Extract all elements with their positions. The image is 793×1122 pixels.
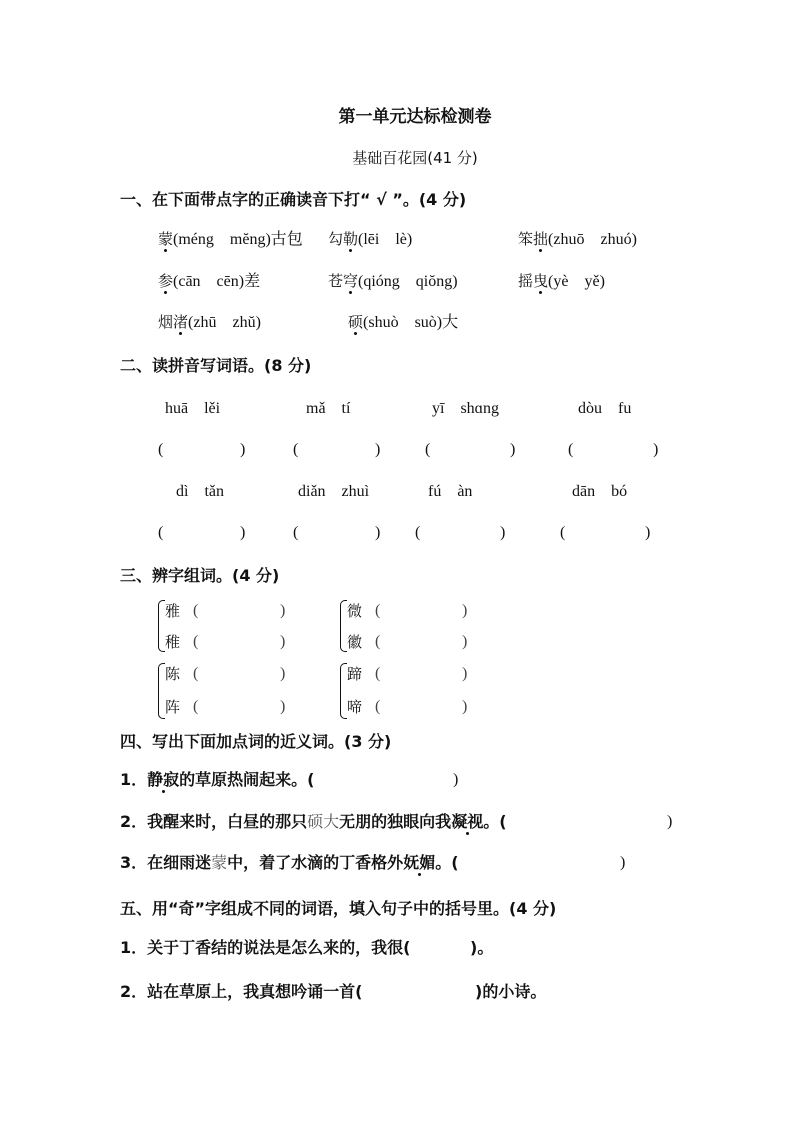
pinyin-options: (méng mĕng)古包 [173, 231, 303, 248]
answer-blank-close: ) [620, 854, 626, 871]
char: 陈 [165, 665, 181, 683]
pinyin-prompt: dān bó [572, 483, 628, 500]
question-number: 2． [120, 982, 148, 1001]
answer-blank-close: ) [462, 698, 468, 715]
answer-blank-close: ) [667, 813, 673, 830]
question-number: 3． [120, 853, 148, 872]
dotted-char: 穹 [343, 272, 359, 290]
answer-blank-close: )的小诗。 [475, 982, 547, 1001]
question-item [120, 853, 459, 873]
dotted-word: 凝视 [451, 812, 484, 831]
answer-blank-open[interactable]: ( [193, 698, 199, 715]
brace-icon [340, 600, 347, 652]
answer-blank-close: ) [280, 665, 286, 682]
page-title: 第一单元达标检测卷 [338, 107, 492, 127]
char: 徽 [347, 633, 363, 651]
section-2-heading: 二、读拼音写词语。(8 分) [120, 356, 312, 375]
pinyin-options: (yè yě) [548, 273, 605, 290]
dotted-word: 静寂 [147, 770, 180, 789]
brace-icon [158, 600, 165, 652]
answer-blank-close: ) [375, 441, 381, 458]
char: 阵 [165, 698, 181, 716]
pronunciation-item [158, 312, 261, 333]
dotted-char: 硕 [348, 313, 364, 331]
pinyin-prompt: yī shɑng [432, 400, 500, 417]
answer-blank-close: )。 [470, 938, 494, 957]
pronunciation-item [328, 271, 458, 292]
question-number: 2． [120, 812, 148, 831]
section-4-heading: 四、写出下面加点词的近义词。(3 分) [120, 732, 392, 751]
question-text: 硕大 [307, 812, 340, 831]
answer-blank-open[interactable]: ( [375, 698, 381, 715]
dotted-char: 拙 [533, 230, 549, 248]
pinyin-options: (qióng qiŏng) [358, 273, 458, 290]
question-text: 。( [435, 853, 459, 872]
char: 雅 [165, 602, 181, 620]
question-text: 站在草原上，我真想吟诵一首( [147, 982, 363, 1001]
brace-icon [158, 663, 165, 719]
question-item [120, 938, 410, 958]
word-text: 苍 [328, 272, 344, 290]
question-text: 无朋的独眼向我 [339, 812, 452, 831]
dotted-char: 勒 [343, 230, 359, 248]
pinyin-prompt: mǎ tí [306, 400, 351, 417]
pinyin-prompt: dì tǎn [176, 483, 224, 500]
question-text: 我醒来时，白昼的那只 [147, 812, 308, 831]
answer-blank-close: ) [462, 602, 468, 619]
pronunciation-item [158, 271, 260, 292]
answer-blank-open[interactable]: ( [568, 441, 574, 458]
answer-blank-close: ) [375, 524, 381, 541]
dotted-char: 参 [158, 272, 174, 290]
pronunciation-item [348, 312, 458, 333]
answer-blank-open[interactable]: ( [560, 524, 566, 541]
answer-blank-close: ) [462, 633, 468, 650]
dotted-char: 曳 [533, 272, 549, 290]
answer-blank-open[interactable]: ( [193, 665, 199, 682]
answer-blank-open[interactable]: ( [375, 602, 381, 619]
pinyin-options: (lēi lè) [358, 231, 413, 248]
question-text: 的草原热闹起来。( [179, 770, 315, 789]
question-text: 关于丁香结的说法是怎么来的，我很( [147, 938, 411, 957]
char: 微 [347, 602, 363, 620]
answer-blank-close: ) [280, 698, 286, 715]
question-item [120, 812, 507, 832]
dotted-char: 蒙 [158, 230, 174, 248]
answer-blank-close: ) [500, 524, 506, 541]
brace-icon [340, 663, 347, 719]
pronunciation-item [518, 229, 637, 250]
question-number: 1． [120, 770, 148, 789]
pinyin-options: (cān cēn)差 [173, 273, 261, 290]
answer-blank-close: ) [240, 524, 246, 541]
answer-blank-open[interactable]: ( [415, 524, 421, 541]
question-number: 1． [120, 938, 148, 957]
answer-blank-open[interactable]: ( [375, 633, 381, 650]
word-text: 摇 [518, 272, 534, 290]
question-text: 在细雨迷 [147, 853, 212, 872]
pinyin-prompt: dòu fu [578, 400, 632, 417]
answer-blank-close: ) [280, 633, 286, 650]
answer-blank-close: ) [645, 524, 651, 541]
pinyin-prompt: diǎn zhuì [298, 483, 370, 500]
section-3-heading: 三、辨字组词。(4 分) [120, 566, 280, 585]
answer-blank-open[interactable]: ( [193, 602, 199, 619]
dotted-char: 渚 [173, 313, 189, 331]
answer-blank-open[interactable]: ( [425, 441, 431, 458]
answer-blank-open[interactable]: ( [293, 441, 299, 458]
answer-blank-open[interactable]: ( [158, 524, 164, 541]
pronunciation-item [328, 229, 412, 250]
answer-blank-open[interactable]: ( [375, 665, 381, 682]
answer-blank-open[interactable]: ( [293, 524, 299, 541]
pinyin-options: (shuò suò)大 [363, 314, 459, 331]
char: 稚 [165, 633, 181, 651]
section-5-heading: 五、用“奇”字组成不同的词语，填入句子中的括号里。(4 分) [120, 899, 557, 918]
question-text: 蒙 [211, 853, 228, 872]
question-item [120, 770, 314, 790]
answer-blank-close: ) [510, 441, 516, 458]
subtitle: 基础百花园(41 分) [352, 149, 478, 167]
word-text: 笨 [518, 230, 534, 248]
answer-blank-close: ) [280, 602, 286, 619]
char: 啼 [347, 698, 363, 716]
dotted-word: 妩媚 [403, 853, 436, 872]
answer-blank-open[interactable]: ( [193, 633, 199, 650]
char: 蹄 [347, 665, 363, 683]
question-text: 。( [483, 812, 507, 831]
answer-blank-close: ) [653, 441, 659, 458]
word-text: 烟 [158, 313, 174, 331]
pronunciation-item [518, 271, 605, 292]
pinyin-prompt: fú àn [428, 483, 473, 500]
answer-blank-close: ) [453, 771, 459, 788]
section-1-heading: 一、在下面带点字的正确读音下打“ √ ”。(4 分) [120, 190, 467, 209]
pronunciation-item [158, 229, 303, 250]
word-text: 勾 [328, 230, 344, 248]
pinyin-options: (zhuō zhuó) [548, 231, 637, 248]
answer-blank-close: ) [240, 441, 246, 458]
pinyin-options: (zhū zhŭ) [188, 314, 261, 331]
question-text: 中，着了水滴的丁香格外 [227, 853, 404, 872]
answer-blank-open[interactable]: ( [158, 441, 164, 458]
question-item [120, 982, 362, 1002]
pinyin-prompt: huā lěi [165, 400, 221, 417]
answer-blank-close: ) [462, 665, 468, 682]
